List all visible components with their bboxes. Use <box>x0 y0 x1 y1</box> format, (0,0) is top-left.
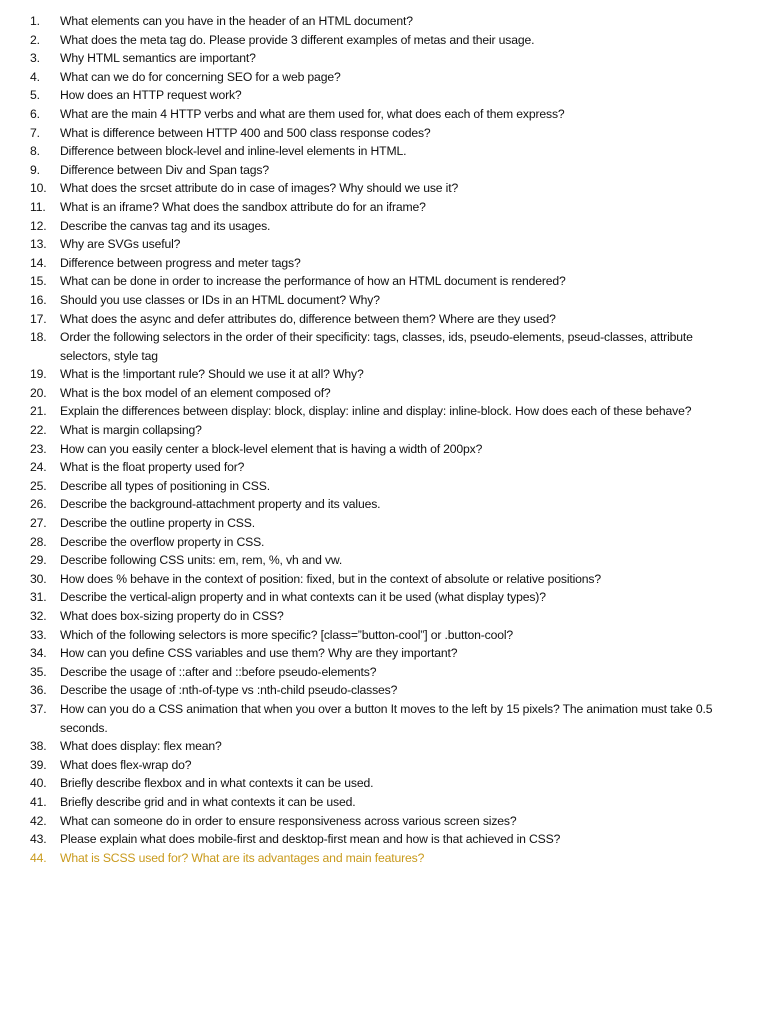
question-number: 22. <box>30 423 47 438</box>
question-text: Why are SVGs useful? <box>60 237 181 252</box>
question-number: 40. <box>30 776 47 791</box>
question-item <box>0 272 768 291</box>
question-number: 31. <box>30 590 47 605</box>
question-text: Describe the usage of ::after and ::before pseudo-elements? <box>60 664 377 679</box>
question-text: Describe the outline property in CSS. <box>60 516 255 531</box>
question-number: 37. <box>30 701 47 716</box>
question-item <box>0 533 768 552</box>
question-item <box>0 68 768 87</box>
question-number: 36. <box>30 683 47 698</box>
question-item <box>0 644 768 663</box>
question-number: 33. <box>30 627 47 642</box>
question-number: 28. <box>30 534 47 549</box>
question-number: 35. <box>30 664 47 679</box>
question-list <box>0 12 768 867</box>
question-item <box>0 793 768 812</box>
question-text: What is the float property used for? <box>60 460 245 475</box>
question-item <box>0 105 768 124</box>
question-text: What does flex-wrap do? <box>60 757 192 772</box>
question-text: Describe the canvas tag and its usages. <box>60 218 271 233</box>
question-text: Difference between Div and Span tags? <box>60 162 269 177</box>
question-text: What is SCSS used for? What are its advantages and main features? <box>60 850 425 865</box>
question-text: What does box-sizing property do in CSS? <box>60 609 284 623</box>
question-text: What does the srcset attribute do in case of images? Why should we use it? <box>60 181 459 196</box>
question-item <box>0 588 768 607</box>
question-text: What is margin collapsing? <box>60 423 202 438</box>
question-item <box>0 421 768 440</box>
question-text: What does the async and defer attributes do, difference between them? Where are they used? <box>60 311 556 326</box>
question-item <box>0 254 768 273</box>
question-item <box>0 551 768 570</box>
question-item <box>0 756 768 775</box>
question-number: 20. <box>30 385 47 400</box>
question-item <box>0 570 768 589</box>
question-number: 23. <box>30 441 47 456</box>
question-item <box>0 291 768 310</box>
question-number: 27. <box>30 516 47 531</box>
question-text: How can you do a CSS animation that when you over a button It moves to the left by 15 pixels? The animation must take 0.5 seconds. <box>60 701 713 735</box>
question-text: What can someone do in order to ensure responsiveness across various screen sizes? <box>60 813 517 828</box>
question-item <box>0 328 768 365</box>
question-text: What can be done in order to increase the performance of how an HTML document is rendered? <box>60 274 566 289</box>
question-item <box>0 681 768 700</box>
question-item <box>0 12 768 31</box>
question-text: Briefly describe flexbox and in what contexts it can be used. <box>60 776 374 791</box>
question-item <box>0 384 768 403</box>
question-item <box>0 440 768 459</box>
question-item <box>0 737 768 756</box>
question-number: 7. <box>30 125 40 140</box>
question-text: What can we do for concerning SEO for a web page? <box>60 69 341 84</box>
question-number: 19. <box>30 367 47 382</box>
question-number: 8. <box>30 144 40 159</box>
question-text: What is the box model of an element composed of? <box>60 385 331 400</box>
question-number: 38. <box>30 739 47 754</box>
question-number: 25. <box>30 478 47 493</box>
question-text: Should you use classes or IDs in an HTML document? Why? <box>60 292 380 307</box>
question-text: Please explain what does mobile-first and desktop-first mean and how is that achieved in CSS? <box>60 832 561 847</box>
question-number: 16. <box>30 292 47 307</box>
question-text: Briefly describe grid and in what contexts it can be used. <box>60 794 356 809</box>
question-number: 41. <box>30 794 47 809</box>
question-number: 5. <box>30 88 40 103</box>
question-number: 26. <box>30 497 47 512</box>
question-number: 3. <box>30 51 40 66</box>
question-text: Difference between block-level and inline-level elements in HTML. <box>60 144 407 159</box>
question-item <box>0 235 768 254</box>
question-text: Why HTML semantics are important? <box>60 51 256 66</box>
question-item <box>0 124 768 143</box>
question-item <box>0 830 768 849</box>
question-text: How can you easily center a block-level element that is having a width of 200px? <box>60 441 483 456</box>
question-number: 14. <box>30 255 47 270</box>
question-item <box>0 700 768 737</box>
question-text: Order the following selectors in the order of their specificity: tags, classes, ids, pseudo-elements, pseud-classes, attribute selectors, style tag <box>60 330 693 363</box>
question-number: 34. <box>30 646 47 661</box>
question-number: 6. <box>30 106 40 121</box>
question-item <box>0 514 768 533</box>
question-item <box>0 217 768 236</box>
question-number: 32. <box>30 609 47 623</box>
question-text: Explain the differences between display: block, display: inline and display: inline-block. How does each of these behave? <box>60 404 692 419</box>
question-item <box>0 663 768 682</box>
question-item <box>0 812 768 831</box>
question-number: 12. <box>30 218 47 233</box>
question-number: 11. <box>30 199 46 214</box>
question-item <box>0 402 768 421</box>
question-text: Describe the usage of :nth-of-type vs :nth-child pseudo-classes? <box>60 683 398 698</box>
question-text: Describe all types of positioning in CSS. <box>60 478 270 493</box>
question-item <box>0 310 768 329</box>
question-item <box>0 31 768 50</box>
question-number: 42. <box>30 813 47 828</box>
question-text: Describe following CSS units: em, rem, %, vh and vw. <box>60 553 343 568</box>
question-number: 30. <box>30 571 47 586</box>
question-text: What are the main 4 HTTP verbs and what are them used for, what does each of them express? <box>60 106 565 121</box>
question-item <box>0 161 768 180</box>
question-text: Difference between progress and meter tags? <box>60 255 301 270</box>
question-text: Which of the following selectors is more specific? [class=”button-cool”] or .button-cool? <box>60 627 514 642</box>
document-page <box>0 12 768 867</box>
question-number: 2. <box>30 32 40 47</box>
question-text: Describe the overflow property in CSS. <box>60 534 265 549</box>
question-item <box>0 365 768 384</box>
question-number: 18. <box>30 330 47 345</box>
question-item <box>0 477 768 496</box>
question-number: 4. <box>30 69 40 84</box>
question-text: What elements can you have in the header of an HTML document? <box>60 14 413 28</box>
question-number: 29. <box>30 553 47 568</box>
question-text: Describe the vertical-align property and in what contexts can it be used (what display types)? <box>60 590 546 605</box>
question-item <box>0 179 768 198</box>
question-item <box>0 458 768 477</box>
question-number: 43. <box>30 832 47 847</box>
question-text: What is an iframe? What does the sandbox attribute do for an iframe? <box>60 199 426 214</box>
question-item <box>0 774 768 793</box>
question-number: 10. <box>30 181 47 196</box>
question-item <box>0 86 768 105</box>
question-text: Describe the background-attachment property and its values. <box>60 497 381 512</box>
question-number: 9. <box>30 162 40 177</box>
question-text: How does an HTTP request work? <box>60 88 242 103</box>
question-text: How can you define CSS variables and use them? Why are they important? <box>60 646 458 661</box>
question-text: What is the !important rule? Should we use it at all? Why? <box>60 367 364 382</box>
question-number: 44. <box>30 850 47 865</box>
question-number: 15. <box>30 274 47 289</box>
question-number: 21. <box>30 404 47 419</box>
question-item <box>0 495 768 514</box>
question-number: 24. <box>30 460 47 475</box>
question-text: What does the meta tag do. Please provide 3 different examples of metas and their usage. <box>60 32 535 47</box>
question-number: 39. <box>30 757 47 772</box>
question-text: What does display: flex mean? <box>60 739 222 754</box>
question-text: What is difference between HTTP 400 and 500 class response codes? <box>60 125 431 140</box>
question-item <box>0 49 768 68</box>
question-number: 13. <box>30 237 47 252</box>
question-text: How does % behave in the context of position: fixed, but in the context of absolute or relative positions? <box>60 571 602 586</box>
question-item <box>0 142 768 161</box>
question-item <box>0 607 768 626</box>
question-number: 1. <box>30 14 40 28</box>
question-number: 17. <box>30 311 47 326</box>
question-item <box>0 849 768 868</box>
question-item <box>0 626 768 645</box>
question-item <box>0 198 768 217</box>
